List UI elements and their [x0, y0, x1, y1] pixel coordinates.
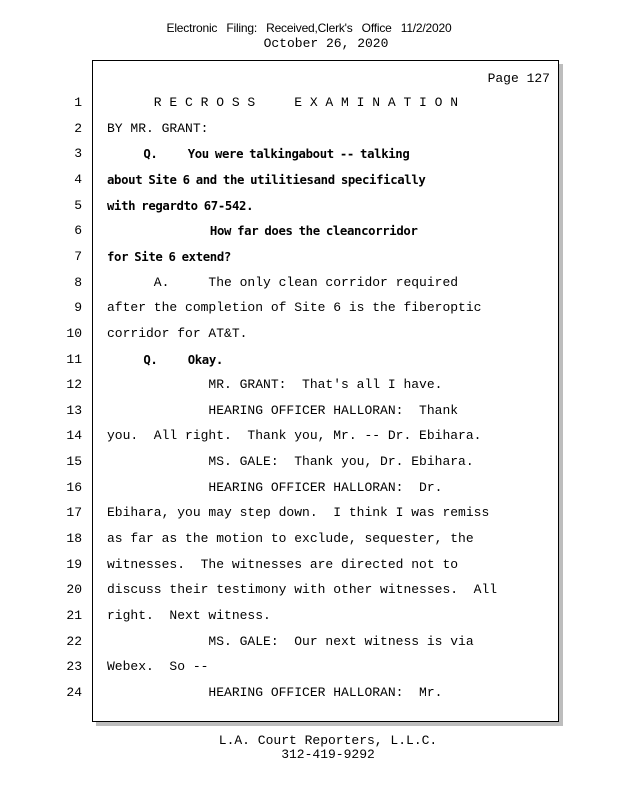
line-number: 19: [66, 556, 82, 572]
transcript-line: MS. GALE: Our next witness is via: [107, 633, 474, 649]
transcript-line: MS. GALE: Thank you, Dr. Ebihara.: [107, 454, 474, 470]
transcript-line: HEARING OFFICER HALLORAN: Dr.: [107, 479, 443, 495]
line-number: 8: [74, 274, 82, 290]
filing-stamp: Electronic Filing: Received,Clerk's Office 11/2/2020: [166, 21, 452, 35]
line-number: 2: [74, 120, 82, 136]
transcript-line: with regardto 67-542.: [107, 198, 254, 213]
transcript-line: corridor for AT&T.: [107, 325, 248, 341]
transcript-line: How far does the cleancorridor: [107, 224, 418, 239]
transcript-line: after the completion of Site 6 is the fiberoptic: [107, 300, 482, 316]
transcript-line: discuss their testimony with other witnesses. All: [107, 582, 498, 598]
transcript-line: MR. GRANT: That's all I have.: [107, 377, 443, 393]
line-number: 16: [66, 479, 82, 495]
transcript-line: Q. Okay.: [107, 352, 223, 367]
transcript-line: for Site 6 extend?: [107, 249, 231, 264]
line-number: 18: [66, 531, 82, 547]
line-number: 12: [66, 377, 82, 393]
page-number: Page 127: [487, 71, 550, 86]
footer-phone: 312-419-9292: [281, 747, 375, 762]
transcript-line: as far as the motion to exclude, sequester, the: [107, 531, 474, 547]
transcript-line: Q. You were talkingabout -- talking: [107, 147, 410, 162]
transcript-line: right. Next witness.: [107, 608, 271, 623]
line-number: 21: [66, 608, 82, 623]
transcript-line: about Site 6 and the utilitiesand specifically: [107, 172, 426, 187]
line-number: 15: [66, 454, 82, 470]
line-number: 6: [74, 223, 82, 239]
transcript-line: witnesses. The witnesses are directed not to: [107, 556, 459, 572]
transcript-line: you. All right. Thank you, Mr. -- Dr. Ebihara.: [107, 428, 482, 444]
line-number: 9: [74, 300, 82, 316]
line-number: 5: [74, 197, 82, 213]
line-number: 22: [66, 633, 82, 649]
transcript-line: R E C R O S S E X A M I N A T I O N: [107, 95, 459, 110]
line-number: 4: [74, 171, 82, 187]
line-number: 23: [66, 659, 82, 675]
line-number: 1: [74, 95, 82, 110]
transcript-date: October 26, 2020: [263, 36, 389, 51]
line-number: 14: [66, 428, 82, 444]
transcript-line: A. The only clean corridor required: [107, 274, 459, 290]
transcript-line: BY MR. GRANT:: [107, 120, 209, 136]
line-number: 10: [66, 325, 82, 341]
transcript-line: HEARING OFFICER HALLORAN: Mr.: [107, 684, 443, 700]
transcript-line: Webex. So --: [107, 659, 209, 675]
footer-company: L.A. Court Reporters, L.L.C.: [218, 733, 438, 748]
line-number: 13: [66, 402, 82, 418]
transcript-line: Ebihara, you may step down. I think I was remiss: [107, 505, 490, 521]
line-number: 24: [66, 684, 82, 700]
line-number: 11: [66, 351, 82, 367]
transcript-line: HEARING OFFICER HALLORAN: Thank: [107, 402, 459, 418]
line-number: 7: [74, 248, 82, 264]
line-number: 17: [66, 505, 82, 521]
line-number: 20: [66, 582, 82, 598]
line-number: 3: [74, 146, 82, 162]
